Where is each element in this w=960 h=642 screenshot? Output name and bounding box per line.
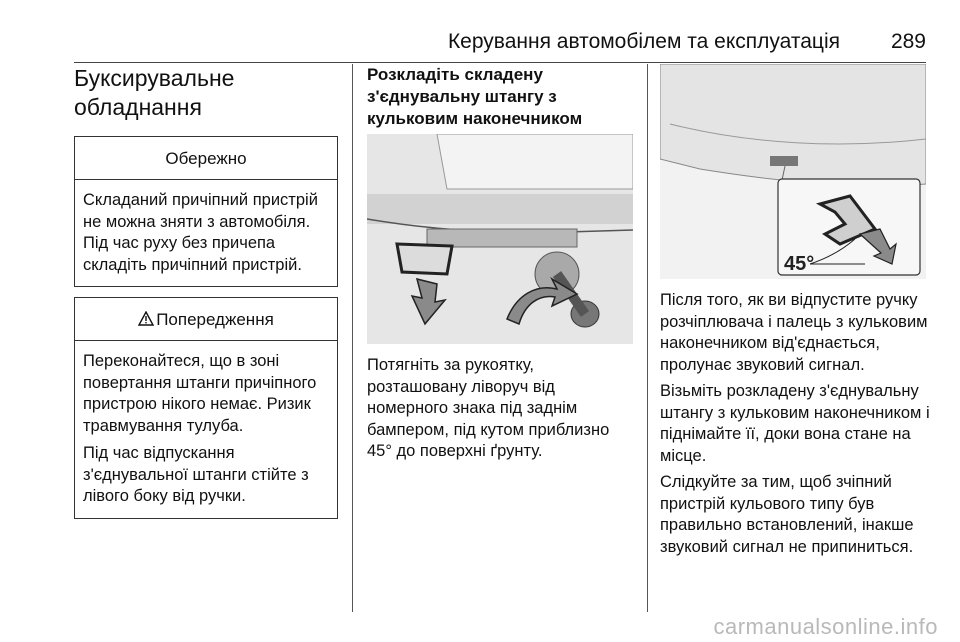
subsection-title <box>367 64 635 130</box>
header-title: Керування автомобілем та експлуатація <box>447 30 840 53</box>
warning-box <box>74 297 338 519</box>
column-2-text <box>367 355 635 463</box>
section-title-line2: обладнання <box>74 94 202 120</box>
column-3-paragraph-1: Після того, як ви відпустите ручку розчіплювача і палець з кульковим наконечником від'єднається, пролунає звуковий сигнал. <box>660 291 928 374</box>
figure-release-handle <box>367 134 633 344</box>
caution-text: Складаний причіпний пристрій не можна зняти з автомобіля. Під час руху без причепа складіть причіпний пристрій. <box>83 191 318 274</box>
caution-box <box>74 136 338 287</box>
column-divider <box>647 64 648 612</box>
column-3-text <box>660 290 930 558</box>
column-3-paragraph-3: Слідкуйте за тим, щоб зчіпний пристрій кульового типу був правильно встановлений, інакше звуковий сигнал не припиниться. <box>660 473 914 556</box>
section-title <box>74 64 338 122</box>
caution-heading: Обережно <box>75 137 337 180</box>
warning-triangle-icon <box>138 311 154 326</box>
warning-heading-row <box>75 298 337 341</box>
column-2 <box>367 64 635 130</box>
column-divider <box>352 64 353 612</box>
subsection-title-line3: кульковим наконечником <box>367 109 583 128</box>
column-1 <box>74 64 338 519</box>
page-number: 289 <box>890 30 926 53</box>
warning-heading: Попередження <box>156 310 274 329</box>
angle-label: 45° <box>784 253 815 275</box>
column-2-paragraph: Потягніть за рукоятку, розташовану ліворуч від номерного знака під заднім бампером, під кутом приблизно 45° до поверхні ґрунту. <box>367 356 610 460</box>
header-rule <box>74 62 926 63</box>
subsection-title-line2: з'єднувальну штангу з <box>367 87 557 106</box>
warning-paragraph-1: Переконайтеся, що в зоні повертання штанги причіпного пристрою нікого немає. Ризик травмування тулуба. <box>83 352 317 435</box>
warning-paragraph-2: Під час відпускання з'єднувальної штанги стійте з лівого боку від ручки. <box>83 444 309 505</box>
subsection-title-line1: Розкладіть складену <box>367 65 543 84</box>
section-title-line1: Буксирувальне <box>74 65 235 91</box>
figure-ball-rod-release <box>660 64 926 279</box>
column-3-paragraph-2: Візьміть розкладену з'єднувальну штангу з кульковим наконечником і піднімайте її, доки вона стане на місце. <box>660 382 930 465</box>
watermark: carmanualsonline.info <box>713 614 938 639</box>
